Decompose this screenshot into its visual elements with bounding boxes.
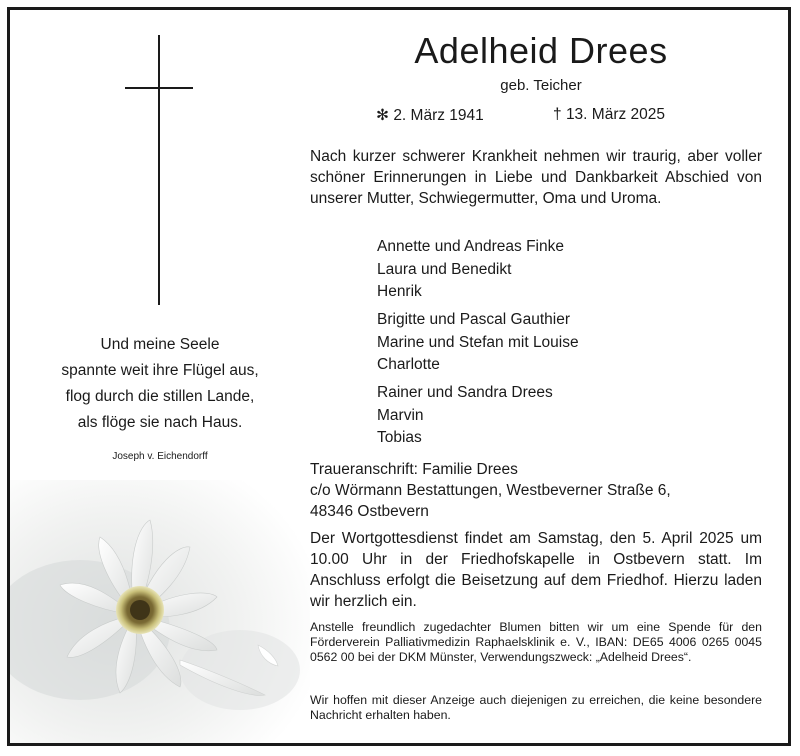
poem [25,332,295,436]
family-member: Marine und Stefan mit Louise [377,333,579,351]
deceased-name: Adelheid Drees [414,30,668,71]
family-member: Annette und Andreas Finke [377,238,564,255]
poem-author: Joseph v. Eichendorff [112,451,208,462]
birth-date [376,106,484,125]
family-member: Rainer und Sandra Drees [377,384,553,401]
birth-date-text: 2. März 1941 [393,107,484,124]
poem-line: spannte weit ihre Flügel aus, [61,362,259,379]
family-member: Charlotte [377,356,440,373]
address-line: 48346 Ostbevern [310,503,429,520]
announcement-text: Nach kurzer schwerer Krankheit nehmen wir traurig, aber voller schöner Erinnerungen in Liebe und Dankbarkeit Abschied von unserer Mutter, Schwiegermutter, Oma und Uroma. [310,148,762,207]
family-member: Brigitte und Pascal Gauthier [377,311,570,328]
poem-line: flog durch die stillen Lande, [65,388,255,405]
family-group [377,236,564,304]
mourning-address [310,459,762,522]
poem-line: Und meine Seele [100,336,220,353]
family-member: Tobias [377,429,422,446]
donation-text: Anstelle freundlich zugedachter Blumen bitten wir um eine Spende für den Förderverein Palliativmedizin Raphaelsklinik e. V., IBAN: DE65 4006 0265 0045 0562 00 bei der DKM Münster, Verwendungszweck: „Adelheid Drees“. [310,620,762,664]
death-cross-icon: † [553,106,562,123]
family-group [377,382,553,450]
address-line: Traueranschrift: Familie Drees [310,461,518,478]
poem-line: als flöge sie nach Haus. [77,414,243,431]
service-text: Der Wortgottesdienst findet am Samstag, den 5. April 2025 um 10.00 Uhr in der Friedhofskapelle in Ostbevern statt. Im Anschluss erfolgt die Beisetzung auf dem Friedhof. Hierzu laden wir herzlich ein. [310,530,762,610]
family-member: Henrik [377,283,422,300]
death-date [553,106,665,124]
closing-text: Wir hoffen mit dieser Anzeige auch diejenigen zu erreichen, die keine besondere Nachricht erhalten haben. [310,693,762,722]
death-date-text: 13. März 2025 [565,106,666,123]
birth-name: geb. Teicher [500,77,582,94]
birth-star-icon: ✻ [376,107,389,124]
family-group [377,309,579,377]
family-member: Laura und Benedikt [377,260,512,278]
address-line: c/o Wörmann Bestattungen, Westbeverner Straße 6, [310,482,671,499]
family-member: Marvin [377,406,424,424]
obituary-frame [7,7,791,746]
gerbera-flower-image [10,480,310,743]
